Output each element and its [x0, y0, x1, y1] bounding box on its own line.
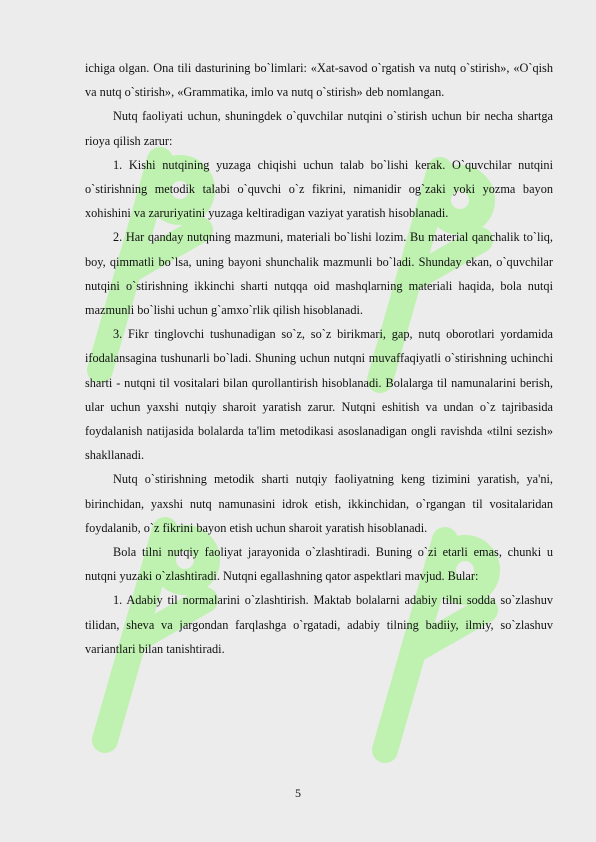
paragraph-2: Nutq faoliyati uchun, shuningdek o`quvchilar nutqini o`stirish uchun bir necha shartga rioya qilish zarur:	[85, 109, 553, 148]
paragraph-4: 2. Har qanday nutqning mazmuni, materiali bo`lishi lozim. Bu material qanchalik to`liq, boy, qimmatli bo`lsa, uning bayoni shunchalik mazmunli bo`ladi. Shunday ekan, o`quvchilar nutqini o`stirishning ikkinchi sharti nutqqa oid mashqlarning materiali haqida, bola nutqi mazmunli bo`lishi uchun g`amxo`rlik qilish hisoblanadi.	[85, 230, 553, 318]
paragraph-7: Bola tilni nutqiy faoliyat jarayonida o`zlashtiradi. Buning o`zi etarli emas, chunki u nutqni yuzaki o`zlashtiradi. Nutqni egallashning qator aspektlari mavjud. Bular:	[85, 545, 553, 584]
paragraph-3: 1. Kishi nutqining yuzaga chiqishi uchun talab bo`lishi kerak. O`quvchilar nutqini o`stirishning metodik talabi o`quvchi o`z fikrini, nimanidir og`zaki yoki yozma bayon xohishini va zaruriyatini yuzaga keltiradigan vaziyat yaratish hisoblanadi.	[85, 157, 553, 221]
paragraph-6: Nutq o`stirishning metodik sharti nutqiy faoliyatning keng tizimini yaratish, ya'ni, birinchidan, yaxshi nutq namunasini idrok etish, ikkinchidan, o`rgangan til vositalaridan foydalanib, o`z fikrini bayon etish uchun sharoit yaratish hisoblanadi.	[85, 472, 553, 535]
paragraph-8: 1. Adabiy til normalarini o`zlashtirish. Maktab bolalarni adabiy tilni sodda so`zlashuv tilidan, sheva va jargondan farqlashga o`rgatadi, adabiy tilning badiiy, ilmiy, so`zlashuv variantlari bilan tanishtiradi.	[85, 593, 553, 656]
paragraph-5: 3. Fikr tinglovchi tushunadigan so`z, so`z birikmari, gap, nutq oborotlari yordamida ifodalansagina tushunarli bo`ladi. Shuning uchun nutqni muvaffaqiyatli o`stirishning uchinchi sharti - nutqni til vositalari bilan qurollantirish hisoblanadi. Bolalarga til namunalarini berish, ular uchun yaxshi nutqiy sharoit yaratish zarur. Nutqni eshitish va undan o`z tajribasida foydalanish natijasida bolalarda ta'lim metodikasi asoslanadigan ongli ravishda «tilni sezish» shakllanadi.	[85, 327, 553, 463]
page-number: 5	[295, 786, 301, 800]
body-text	[85, 56, 553, 661]
paragraph-1: ichiga olgan. Ona tili dasturining bo`limlari: «Xat-savod o`rgatish va nutq o`stirish», «O`qish va nutq o`stirish», «Grammatika, imlo va nutq o`stirish» deb nomlangan.	[85, 61, 553, 100]
